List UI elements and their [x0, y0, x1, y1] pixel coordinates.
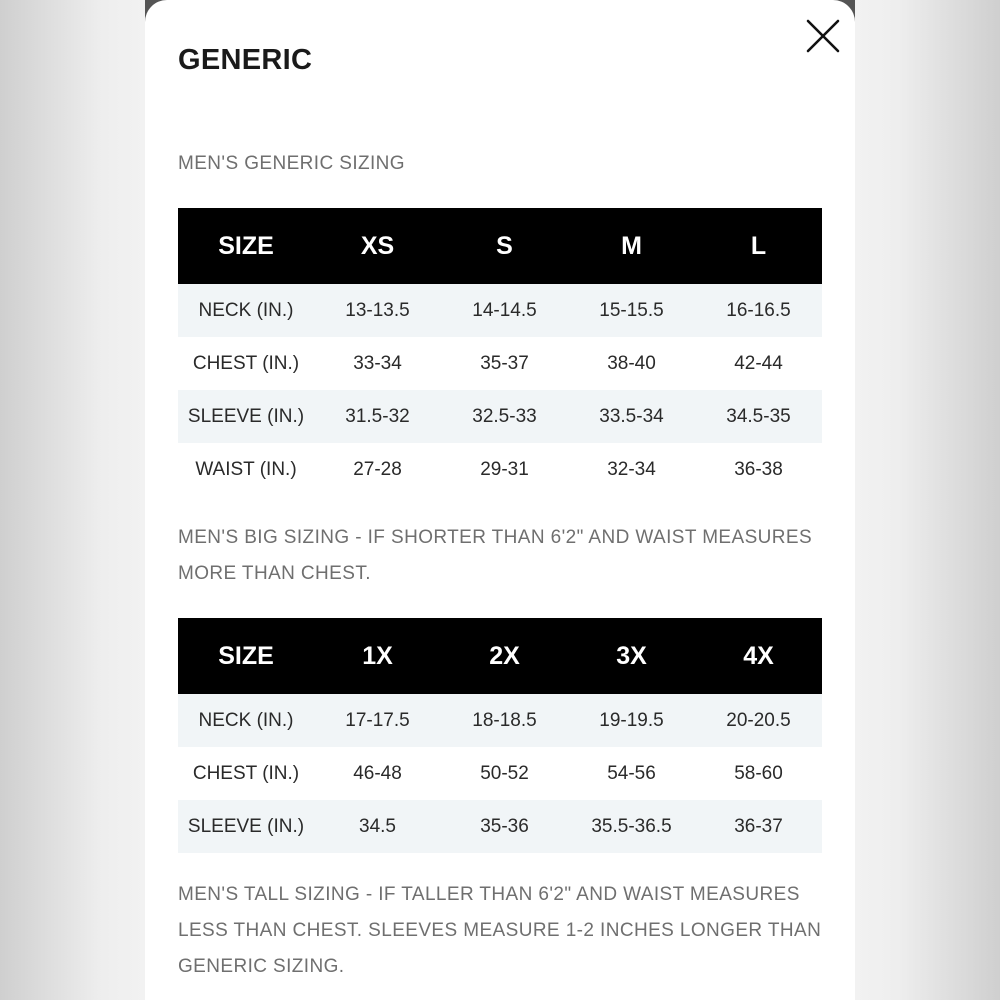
table-cell: 32.5-33: [441, 390, 568, 443]
table-cell: 35.5-36.5: [568, 800, 695, 853]
table-cell: 32-34: [607, 458, 656, 480]
table-row: [178, 284, 822, 337]
close-button[interactable]: [805, 18, 841, 54]
table-cell: 27-28: [353, 458, 402, 480]
column-header: XS: [314, 208, 441, 284]
row-label: NECK (IN.): [178, 694, 314, 747]
table-cell: 50-52: [480, 762, 529, 784]
table-cell: 18-18.5: [441, 694, 568, 747]
generic-size-table: [178, 208, 822, 496]
column-header: 2X: [441, 618, 568, 694]
big-size-table: [178, 618, 822, 853]
table-cell: 33-34: [353, 352, 402, 374]
row-label: CHEST (IN.): [192, 762, 300, 784]
table-row: [178, 390, 822, 443]
table-cell: 14-14.5: [441, 284, 568, 337]
column-header: S: [441, 208, 568, 284]
column-header: 1X: [314, 618, 441, 694]
table-row: [178, 747, 822, 800]
column-header: SIZE: [178, 208, 314, 284]
row-label: SLEEVE (IN.): [178, 390, 314, 443]
table-cell: 46-48: [353, 762, 402, 784]
table-cell: 16-16.5: [695, 284, 822, 337]
table-header-row: [178, 208, 822, 284]
table-cell: 36-37: [695, 800, 822, 853]
table-cell: 17-17.5: [314, 694, 441, 747]
tall-sizing-label: MEN'S TALL SIZING - IF TALLER THAN 6'2" AND WAIST MEASURES LESS THAN CHEST. SLEEVES MEASURE 1-2 INCHES LONGER THAN GENERIC SIZING.: [178, 884, 822, 977]
background-left: [0, 0, 146, 1000]
table-cell: 35-37: [480, 352, 529, 374]
table-cell: 42-44: [734, 352, 783, 374]
table-cell: 29-31: [480, 458, 529, 480]
column-header: L: [695, 208, 822, 284]
table-row: [178, 337, 822, 390]
modal-title: GENERIC: [178, 44, 313, 76]
table-cell: 38-40: [607, 352, 656, 374]
table-cell: 58-60: [734, 762, 783, 784]
table-cell: 15-15.5: [568, 284, 695, 337]
table-cell: 54-56: [607, 762, 656, 784]
column-header: M: [568, 208, 695, 284]
row-label: WAIST (IN.): [195, 458, 297, 480]
table-cell: 31.5-32: [314, 390, 441, 443]
background-right: [854, 0, 1000, 1000]
table-row: [178, 443, 822, 496]
big-sizing-label: MEN'S BIG SIZING - IF SHORTER THAN 6'2" AND WAIST MEASURES MORE THAN CHEST.: [178, 527, 813, 584]
row-label: NECK (IN.): [178, 284, 314, 337]
row-label: SLEEVE (IN.): [178, 800, 314, 853]
table-row: [178, 800, 822, 853]
table-header-row: [178, 618, 822, 694]
size-chart-modal: [145, 0, 855, 1000]
table-row: [178, 694, 822, 747]
table-cell: 33.5-34: [568, 390, 695, 443]
column-header: 4X: [695, 618, 822, 694]
close-icon[interactable]: [805, 18, 841, 54]
table-cell: 35-36: [441, 800, 568, 853]
table-cell: 36-38: [734, 458, 783, 480]
generic-sizing-label: MEN'S GENERIC SIZING: [178, 153, 405, 174]
row-label: CHEST (IN.): [192, 352, 300, 374]
table-cell: 34.5-35: [695, 390, 822, 443]
table-cell: 13-13.5: [314, 284, 441, 337]
table-cell: 20-20.5: [695, 694, 822, 747]
table-cell: 34.5: [314, 800, 441, 853]
column-header: 3X: [568, 618, 695, 694]
table-cell: 19-19.5: [568, 694, 695, 747]
column-header: SIZE: [178, 618, 314, 694]
